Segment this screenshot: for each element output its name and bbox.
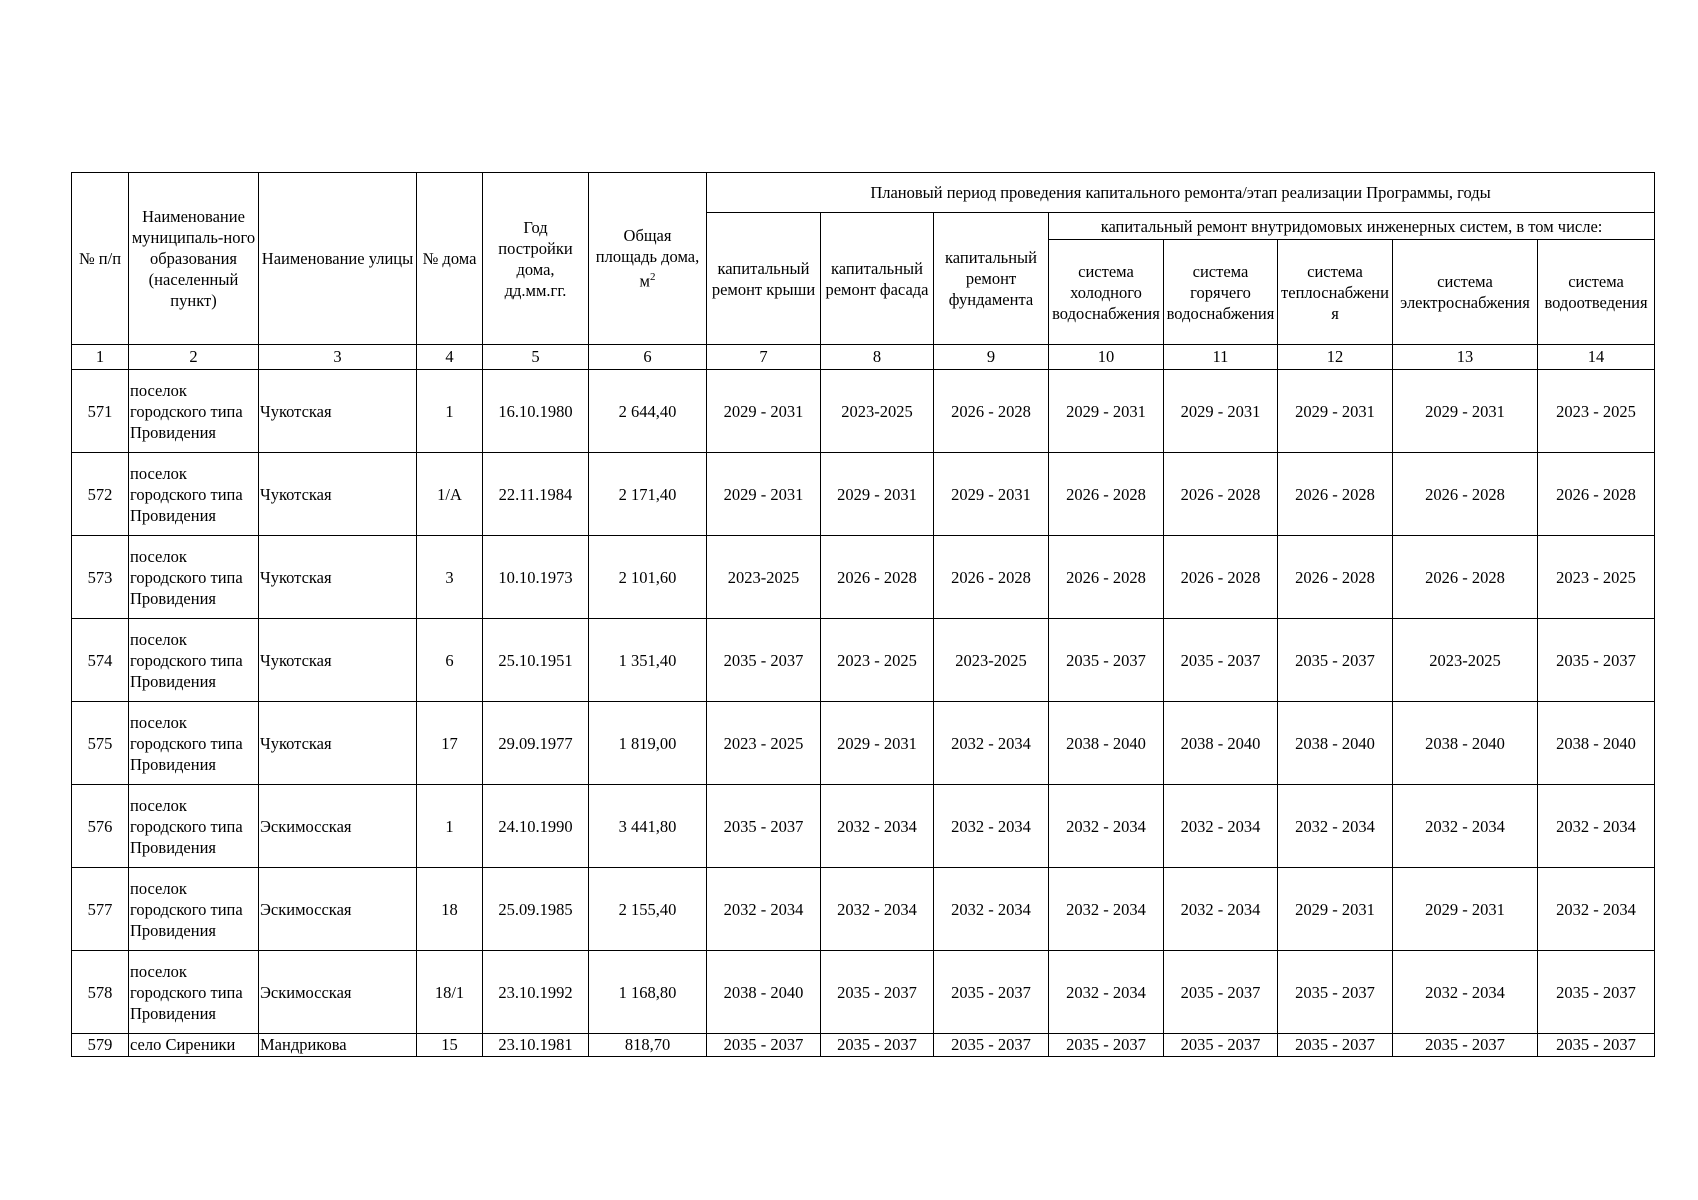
cell-street: Чукотская <box>259 702 417 785</box>
cell-foundation: 2023-2025 <box>934 619 1049 702</box>
cell-area: 1 819,00 <box>589 702 707 785</box>
cell-num: 579 <box>72 1034 129 1057</box>
cell-electric: 2032 - 2034 <box>1393 951 1538 1034</box>
cell-sewer: 2035 - 2037 <box>1538 1034 1655 1057</box>
cell-sewer: 2032 - 2034 <box>1538 785 1655 868</box>
column-number: 6 <box>589 345 707 370</box>
cell-cold-water: 2026 - 2028 <box>1049 536 1164 619</box>
column-number: 5 <box>483 345 589 370</box>
cell-roof: 2029 - 2031 <box>707 370 821 453</box>
cell-hot-water: 2038 - 2040 <box>1164 702 1278 785</box>
cell-electric: 2029 - 2031 <box>1393 370 1538 453</box>
cell-foundation: 2035 - 2037 <box>934 1034 1049 1057</box>
cell-heating: 2035 - 2037 <box>1278 1034 1393 1057</box>
cell-year: 23.10.1992 <box>483 951 589 1034</box>
cell-sewer: 2035 - 2037 <box>1538 951 1655 1034</box>
header-foundation: капитальный ремонт фундамента <box>934 213 1049 345</box>
cell-hot-water: 2029 - 2031 <box>1164 370 1278 453</box>
cell-heating: 2029 - 2031 <box>1278 868 1393 951</box>
cell-roof: 2032 - 2034 <box>707 868 821 951</box>
cell-cold-water: 2032 - 2034 <box>1049 951 1164 1034</box>
cell-heating: 2026 - 2028 <box>1278 453 1393 536</box>
cell-town: поселок городского типа Провидения <box>129 370 259 453</box>
column-number: 7 <box>707 345 821 370</box>
table-row <box>72 619 1655 702</box>
cell-year: 29.09.1977 <box>483 702 589 785</box>
cell-heating: 2038 - 2040 <box>1278 702 1393 785</box>
cell-electric: 2029 - 2031 <box>1393 868 1538 951</box>
header-area-text: Общая площадь дома, м <box>595 226 700 291</box>
cell-hot-water: 2032 - 2034 <box>1164 785 1278 868</box>
cell-facade: 2026 - 2028 <box>821 536 934 619</box>
table-row <box>72 1034 1655 1057</box>
header-street: Наименование улицы <box>259 173 417 345</box>
header-hot-water: система горячего водоснабжения <box>1164 240 1278 345</box>
cell-electric: 2026 - 2028 <box>1393 536 1538 619</box>
header-house: № дома <box>417 173 483 345</box>
cell-roof: 2035 - 2037 <box>707 1034 821 1057</box>
column-number: 3 <box>259 345 417 370</box>
cell-hot-water: 2026 - 2028 <box>1164 453 1278 536</box>
cell-year: 24.10.1990 <box>483 785 589 868</box>
cell-house: 6 <box>417 619 483 702</box>
cell-sewer: 2032 - 2034 <box>1538 868 1655 951</box>
header-year: Год постройки дома, дд.мм.гг. <box>483 173 589 345</box>
cell-sewer: 2023 - 2025 <box>1538 536 1655 619</box>
cell-area: 1 351,40 <box>589 619 707 702</box>
header-sewer: система водоотведения <box>1538 240 1655 345</box>
cell-roof: 2023 - 2025 <box>707 702 821 785</box>
cell-facade: 2032 - 2034 <box>821 868 934 951</box>
column-number: 11 <box>1164 345 1278 370</box>
column-number: 8 <box>821 345 934 370</box>
table-row <box>72 536 1655 619</box>
cell-num: 576 <box>72 785 129 868</box>
cell-sewer: 2038 - 2040 <box>1538 702 1655 785</box>
header-heating: система теплоснабжения <box>1278 240 1393 345</box>
table-row <box>72 702 1655 785</box>
cell-electric: 2032 - 2034 <box>1393 785 1538 868</box>
cell-hot-water: 2035 - 2037 <box>1164 1034 1278 1057</box>
cell-house: 18 <box>417 868 483 951</box>
cell-street: Мандрикова <box>259 1034 417 1057</box>
column-number: 9 <box>934 345 1049 370</box>
cell-street: Чукотская <box>259 536 417 619</box>
cell-sewer: 2035 - 2037 <box>1538 619 1655 702</box>
cell-num: 575 <box>72 702 129 785</box>
cell-num: 573 <box>72 536 129 619</box>
cell-street: Эскимосская <box>259 951 417 1034</box>
cell-foundation: 2026 - 2028 <box>934 370 1049 453</box>
table-row <box>72 453 1655 536</box>
cell-cold-water: 2035 - 2037 <box>1049 1034 1164 1057</box>
table-row <box>72 868 1655 951</box>
cell-num: 577 <box>72 868 129 951</box>
table-row <box>72 785 1655 868</box>
cell-facade: 2035 - 2037 <box>821 1034 934 1057</box>
cell-roof: 2029 - 2031 <box>707 453 821 536</box>
cell-house: 1 <box>417 370 483 453</box>
cell-street: Чукотская <box>259 619 417 702</box>
cell-area: 2 644,40 <box>589 370 707 453</box>
cell-roof: 2035 - 2037 <box>707 619 821 702</box>
cell-electric: 2023-2025 <box>1393 619 1538 702</box>
cell-num: 574 <box>72 619 129 702</box>
cell-heating: 2026 - 2028 <box>1278 536 1393 619</box>
cell-house: 1 <box>417 785 483 868</box>
cell-heating: 2032 - 2034 <box>1278 785 1393 868</box>
cell-town: поселок городского типа Провидения <box>129 619 259 702</box>
cell-hot-water: 2026 - 2028 <box>1164 536 1278 619</box>
header-cold-water: система холодного водоснабжения <box>1049 240 1164 345</box>
cell-cold-water: 2026 - 2028 <box>1049 453 1164 536</box>
cell-hot-water: 2035 - 2037 <box>1164 951 1278 1034</box>
cell-area: 2 101,60 <box>589 536 707 619</box>
cell-foundation: 2029 - 2031 <box>934 453 1049 536</box>
header-facade: капитальный ремонт фасада <box>821 213 934 345</box>
header-roof: капитальный ремонт крыши <box>707 213 821 345</box>
cell-roof: 2035 - 2037 <box>707 785 821 868</box>
header-planned-period: Плановый период проведения капитального ремонта/этап реализации Программы, годы <box>707 173 1655 213</box>
cell-num: 571 <box>72 370 129 453</box>
cell-heating: 2029 - 2031 <box>1278 370 1393 453</box>
cell-house: 15 <box>417 1034 483 1057</box>
column-number: 14 <box>1538 345 1655 370</box>
cell-street: Чукотская <box>259 453 417 536</box>
cell-facade: 2023 - 2025 <box>821 619 934 702</box>
column-number-row <box>72 345 1655 370</box>
cell-year: 23.10.1981 <box>483 1034 589 1057</box>
cell-street: Чукотская <box>259 370 417 453</box>
repair-schedule-table <box>71 172 1655 1057</box>
cell-year: 16.10.1980 <box>483 370 589 453</box>
header-internal-systems: капитальный ремонт внутридомовых инженерных систем, в том числе: <box>1049 213 1655 240</box>
table-row <box>72 951 1655 1034</box>
cell-roof: 2023-2025 <box>707 536 821 619</box>
cell-foundation: 2032 - 2034 <box>934 868 1049 951</box>
cell-cold-water: 2029 - 2031 <box>1049 370 1164 453</box>
cell-town: село Сиреники <box>129 1034 259 1057</box>
cell-house: 17 <box>417 702 483 785</box>
cell-hot-water: 2032 - 2034 <box>1164 868 1278 951</box>
cell-foundation: 2026 - 2028 <box>934 536 1049 619</box>
cell-house: 18/1 <box>417 951 483 1034</box>
column-number: 2 <box>129 345 259 370</box>
cell-facade: 2029 - 2031 <box>821 453 934 536</box>
header-area <box>589 173 707 345</box>
cell-year: 22.11.1984 <box>483 453 589 536</box>
cell-cold-water: 2032 - 2034 <box>1049 868 1164 951</box>
cell-cold-water: 2035 - 2037 <box>1049 619 1164 702</box>
column-number: 1 <box>72 345 129 370</box>
cell-sewer: 2023 - 2025 <box>1538 370 1655 453</box>
cell-town: поселок городского типа Провидения <box>129 453 259 536</box>
cell-foundation: 2032 - 2034 <box>934 702 1049 785</box>
cell-year: 10.10.1973 <box>483 536 589 619</box>
cell-street: Эскимосская <box>259 785 417 868</box>
cell-year: 25.09.1985 <box>483 868 589 951</box>
cell-roof: 2038 - 2040 <box>707 951 821 1034</box>
cell-area: 2 171,40 <box>589 453 707 536</box>
cell-cold-water: 2038 - 2040 <box>1049 702 1164 785</box>
cell-town: поселок городского типа Провидения <box>129 868 259 951</box>
header-municipality: Наименование муниципаль-ного образования (населенный пункт) <box>129 173 259 345</box>
cell-area: 818,70 <box>589 1034 707 1057</box>
cell-foundation: 2035 - 2037 <box>934 951 1049 1034</box>
cell-hot-water: 2035 - 2037 <box>1164 619 1278 702</box>
cell-facade: 2023-2025 <box>821 370 934 453</box>
header-area-sup: 2 <box>649 271 656 284</box>
cell-foundation: 2032 - 2034 <box>934 785 1049 868</box>
cell-facade: 2032 - 2034 <box>821 785 934 868</box>
cell-heating: 2035 - 2037 <box>1278 619 1393 702</box>
table-row <box>72 370 1655 453</box>
cell-cold-water: 2032 - 2034 <box>1049 785 1164 868</box>
cell-house: 3 <box>417 536 483 619</box>
cell-year: 25.10.1951 <box>483 619 589 702</box>
cell-num: 578 <box>72 951 129 1034</box>
header-num: № п/п <box>72 173 129 345</box>
cell-house: 1/А <box>417 453 483 536</box>
column-number: 12 <box>1278 345 1393 370</box>
cell-area: 1 168,80 <box>589 951 707 1034</box>
column-number: 4 <box>417 345 483 370</box>
cell-town: поселок городского типа Провидения <box>129 951 259 1034</box>
cell-town: поселок городского типа Провидения <box>129 536 259 619</box>
cell-town: поселок городского типа Провидения <box>129 702 259 785</box>
cell-area: 2 155,40 <box>589 868 707 951</box>
cell-area: 3 441,80 <box>589 785 707 868</box>
cell-heating: 2035 - 2037 <box>1278 951 1393 1034</box>
column-number: 10 <box>1049 345 1164 370</box>
header-electric: система электроснабжения <box>1393 240 1538 345</box>
cell-electric: 2035 - 2037 <box>1393 1034 1538 1057</box>
cell-electric: 2026 - 2028 <box>1393 453 1538 536</box>
cell-sewer: 2026 - 2028 <box>1538 453 1655 536</box>
cell-street: Эскимосская <box>259 868 417 951</box>
cell-facade: 2029 - 2031 <box>821 702 934 785</box>
cell-town: поселок городского типа Провидения <box>129 785 259 868</box>
cell-facade: 2035 - 2037 <box>821 951 934 1034</box>
cell-num: 572 <box>72 453 129 536</box>
cell-electric: 2038 - 2040 <box>1393 702 1538 785</box>
column-number: 13 <box>1393 345 1538 370</box>
